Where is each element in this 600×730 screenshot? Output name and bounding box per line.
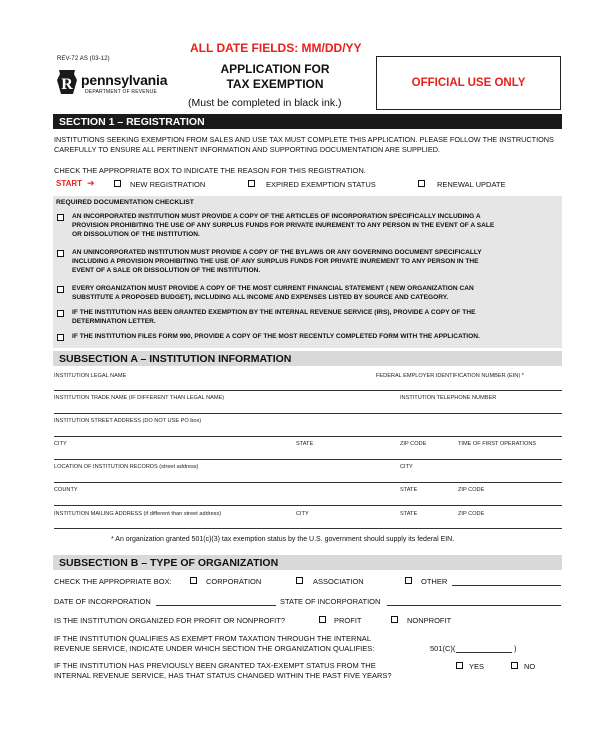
county-label: COUNTY xyxy=(54,487,78,493)
check-reason-instruction: CHECK THE APPROPRIATE BOX TO INDICATE THE REASON FOR THIS REGISTRATION. xyxy=(54,166,366,175)
checklist-title: REQUIRED DOCUMENTATION CHECKLIST xyxy=(56,199,194,206)
subsection-a-title: SUBSECTION A – INSTITUTION INFORMATION xyxy=(59,353,292,365)
irs-qualifies-line-1: IF THE INSTITUTION QUALIFIES AS EXEMPT FROM TAXATION THROUGH THE INTERNAL xyxy=(54,634,371,643)
official-use-label: OFFICIAL USE ONLY xyxy=(411,77,526,89)
renewal-update-checkbox[interactable] xyxy=(418,180,425,187)
zip-label: ZIP CODE xyxy=(400,441,427,447)
irs-qualifies-line-2: REVENUE SERVICE, INDICATE UNDER WHICH SECTION THE ORGANIZATION QUALIFIES: xyxy=(54,644,375,653)
svg-text:R: R xyxy=(61,76,73,93)
start-label: START xyxy=(56,179,83,188)
logo-title: pennsylvania xyxy=(81,72,168,88)
checklist-item-4 xyxy=(72,308,572,326)
ein-footnote: * An organization granted 501(c)(3) tax exemption status by the U.S. government should supply its federal EIN. xyxy=(111,536,455,543)
street-address-input[interactable] xyxy=(54,436,562,437)
time-of-first-operations-label: TIME OF FIRST OPERATIONS xyxy=(458,441,537,447)
renewal-update-label: RENEWAL UPDATE xyxy=(437,180,506,189)
checklist-item-1-line-1: AN INCORPORATED INSTITUTION MUST PROVIDE A COPY OF THE ARTICLES OF INCORPORATION SPECIFICALLY INCLUDING A xyxy=(72,213,481,220)
checklist-item-3-line-2: SUBSTITUTE A PROPOSED BUDGET), INCLUDING ALL INCOME AND EXPENSES LISTED BY SOURCE AND CATEGORY. xyxy=(72,294,449,301)
fein-label: FEDERAL EMPLOYER IDENTIFICATION NUMBER (EIN) * xyxy=(376,373,524,379)
checklist-item-2-line-2: INCLUDING A PROVISION PROHIBITING THE USE OF ANY SURPLUS FUNDS FOR PRIVATE INUREMENT TO ANY PERSON IN THE xyxy=(72,258,479,265)
association-label: ASSOCIATION xyxy=(313,577,364,586)
logo-subtitle: DEPARTMENT OF REVENUE xyxy=(85,89,157,95)
intro-line-2: CAREFULLY TO ENSURE ALL PERTINENT INFORMATION AND SUPPORTING DOCUMENTATION ARE SUPPLIED. xyxy=(54,145,440,154)
checklist-item-4-line-2: DETERMINATION LETTER. xyxy=(72,318,156,325)
records-location-label: LOCATION OF INSTITUTION RECORDS (street address) xyxy=(54,464,199,470)
checklist-checkbox-5[interactable] xyxy=(57,334,64,341)
records-state-label: STATE xyxy=(400,487,418,493)
checklist-item-2-line-3: EVENT OF A SALE OR DISSOLUTION OF THE INSTITUTION. xyxy=(72,267,261,274)
checklist-checkbox-3[interactable] xyxy=(57,286,64,293)
trade-name-input[interactable] xyxy=(54,413,562,414)
no-checkbox[interactable] xyxy=(511,662,518,669)
new-registration-checkbox[interactable] xyxy=(114,180,121,187)
checklist-item-4-line-1: IF THE INSTITUTION HAS BEEN GRANTED EXEMPTION BY THE INTERNAL REVENUE SERVICE (IRS), PROVIDE A COPY OF THE xyxy=(72,309,476,316)
checklist-item-1-line-3: OR DISSOLUTION OF THE INSTITUTION. xyxy=(72,231,200,238)
section-1-header xyxy=(53,114,562,129)
trade-name-label: INSTITUTION TRADE NAME (IF DIFFERENT THAN LEGAL NAME) xyxy=(54,395,225,401)
expired-exemption-label: EXPIRED EXEMPTION STATUS xyxy=(266,180,376,189)
profit-label: PROFIT xyxy=(334,616,362,625)
checklist-checkbox-1[interactable] xyxy=(57,214,64,221)
logo xyxy=(56,68,186,100)
mailing-city-label: CITY xyxy=(296,511,309,517)
city-label: CITY xyxy=(54,441,67,447)
corporation-checkbox[interactable] xyxy=(190,577,197,584)
expired-exemption-checkbox[interactable] xyxy=(248,180,255,187)
date-fields-note: ALL DATE FIELDS: MM/DD/YY xyxy=(190,41,362,55)
records-location-input[interactable] xyxy=(54,482,562,483)
nonprofit-label: NONPROFIT xyxy=(407,616,452,625)
corporation-label: CORPORATION xyxy=(206,577,262,586)
application-title xyxy=(200,62,350,91)
section-501c-input[interactable] xyxy=(456,652,512,653)
yes-label: YES xyxy=(469,662,485,671)
keystone-logo-icon xyxy=(56,68,78,96)
rev-number: REV-72 AS (03-12) xyxy=(57,56,110,62)
mailing-zip-label: ZIP CODE xyxy=(458,511,485,517)
checklist-checkbox-2[interactable] xyxy=(57,250,64,257)
irs-qualifies-question xyxy=(54,634,374,654)
checklist-item-2 xyxy=(72,248,572,275)
records-zip-label: ZIP CODE xyxy=(458,487,485,493)
yes-checkbox[interactable] xyxy=(456,662,463,669)
other-label: OTHER xyxy=(421,577,448,586)
subsection-b-title: SUBSECTION B – TYPE OF ORGANIZATION xyxy=(59,557,279,569)
records-city-label: CITY xyxy=(400,464,413,470)
mailing-state-label: STATE xyxy=(400,511,418,517)
checklist-item-5 xyxy=(72,332,572,341)
previous-status-line-1: IF THE INSTITUTION HAS PREVIOUSLY BEEN GRANTED TAX-EXEMPT STATUS FROM THE xyxy=(54,661,376,670)
new-registration-label: NEW REGISTRATION xyxy=(130,180,206,189)
nonprofit-checkbox[interactable] xyxy=(391,616,398,623)
state-label: STATE xyxy=(296,441,314,447)
intro-line-1: INSTITUTIONS SEEKING EXEMPTION FROM SALES AND USE TAX MUST COMPLETE THIS APPLICATION. PLEASE FOLLOW THE INSTRUCTIONS xyxy=(54,135,554,144)
app-title-line-2: TAX EXEMPTION xyxy=(226,77,324,91)
mailing-address-label: INSTITUTION MAILING ADDRESS (if different than street address) xyxy=(54,511,222,517)
legal-name-input[interactable] xyxy=(54,390,562,391)
profit-checkbox[interactable] xyxy=(319,616,326,623)
legal-name-label: INSTITUTION LEGAL NAME xyxy=(54,373,127,379)
date-of-incorporation-label: DATE OF INCORPORATION xyxy=(54,597,151,606)
county-input[interactable] xyxy=(54,505,562,506)
subsection-a-header xyxy=(53,351,562,366)
checklist-item-2-line-1: AN UNINCORPORATED INSTITUTION MUST PROVIDE A COPY OF THE BYLAWS OR ANY GOVERNING DOCUMENT SPECIFICALLY xyxy=(72,249,482,256)
previous-status-question xyxy=(54,661,392,681)
other-input[interactable] xyxy=(452,585,561,586)
checklist-item-5-line-1: IF THE INSTITUTION FILES FORM 990, PROVIDE A COPY OF THE MOST RECENTLY COMPLETED FORM WITH THE APPLICATION. xyxy=(72,333,480,340)
section-501c-close: ) xyxy=(514,644,517,653)
profit-question: IS THE INSTITUTION ORGANIZED FOR PROFIT OR NONPROFIT? xyxy=(54,616,285,625)
other-checkbox[interactable] xyxy=(405,577,412,584)
checklist-item-1 xyxy=(72,212,572,239)
check-box-label: CHECK THE APPROPRIATE BOX: xyxy=(54,577,172,586)
arrow-right-icon: ➔ xyxy=(87,178,95,188)
section-501c-label: 501(C)( xyxy=(430,644,456,653)
checklist-item-3-line-1: EVERY ORGANIZATION MUST PROVIDE A COPY OF THE MOST CURRENT FINANCIAL STATEMENT ( NEW ORGANIZATION CAN xyxy=(72,285,474,292)
date-of-incorporation-input[interactable] xyxy=(156,605,276,606)
black-ink-note: (Must be completed in black ink.) xyxy=(188,97,342,109)
section-1-title: SECTION 1 – REGISTRATION xyxy=(59,116,205,128)
reason-row xyxy=(54,179,564,191)
street-address-label: INSTITUTION STREET ADDRESS (DO NOT USE PO box) xyxy=(54,418,202,424)
association-checkbox[interactable] xyxy=(296,577,303,584)
checklist-item-3 xyxy=(72,284,572,302)
mailing-address-input[interactable] xyxy=(54,528,562,529)
no-label: NO xyxy=(524,662,536,671)
state-of-incorporation-input[interactable] xyxy=(387,605,561,606)
previous-status-line-2: INTERNAL REVENUE SERVICE, HAS THAT STATUS CHANGED WITHIN THE PAST FIVE YEARS? xyxy=(54,671,392,680)
state-of-incorporation-label: STATE OF INCORPORATION xyxy=(280,597,381,606)
app-title-line-1: APPLICATION FOR xyxy=(220,62,330,76)
official-use-box xyxy=(376,56,561,110)
checklist-item-1-line-2: PROVISION PROHIBITING THE USE OF ANY SURPLUS FUNDS FOR PRIVATE INUREMENT TO ANY PERSON IN THE EVENT OF A SALE xyxy=(72,222,495,229)
city-input[interactable] xyxy=(54,459,562,460)
phone-label: INSTITUTION TELEPHONE NUMBER xyxy=(400,395,497,401)
section-1-intro xyxy=(54,135,554,155)
checklist-checkbox-4[interactable] xyxy=(57,310,64,317)
subsection-b-header xyxy=(53,555,562,570)
